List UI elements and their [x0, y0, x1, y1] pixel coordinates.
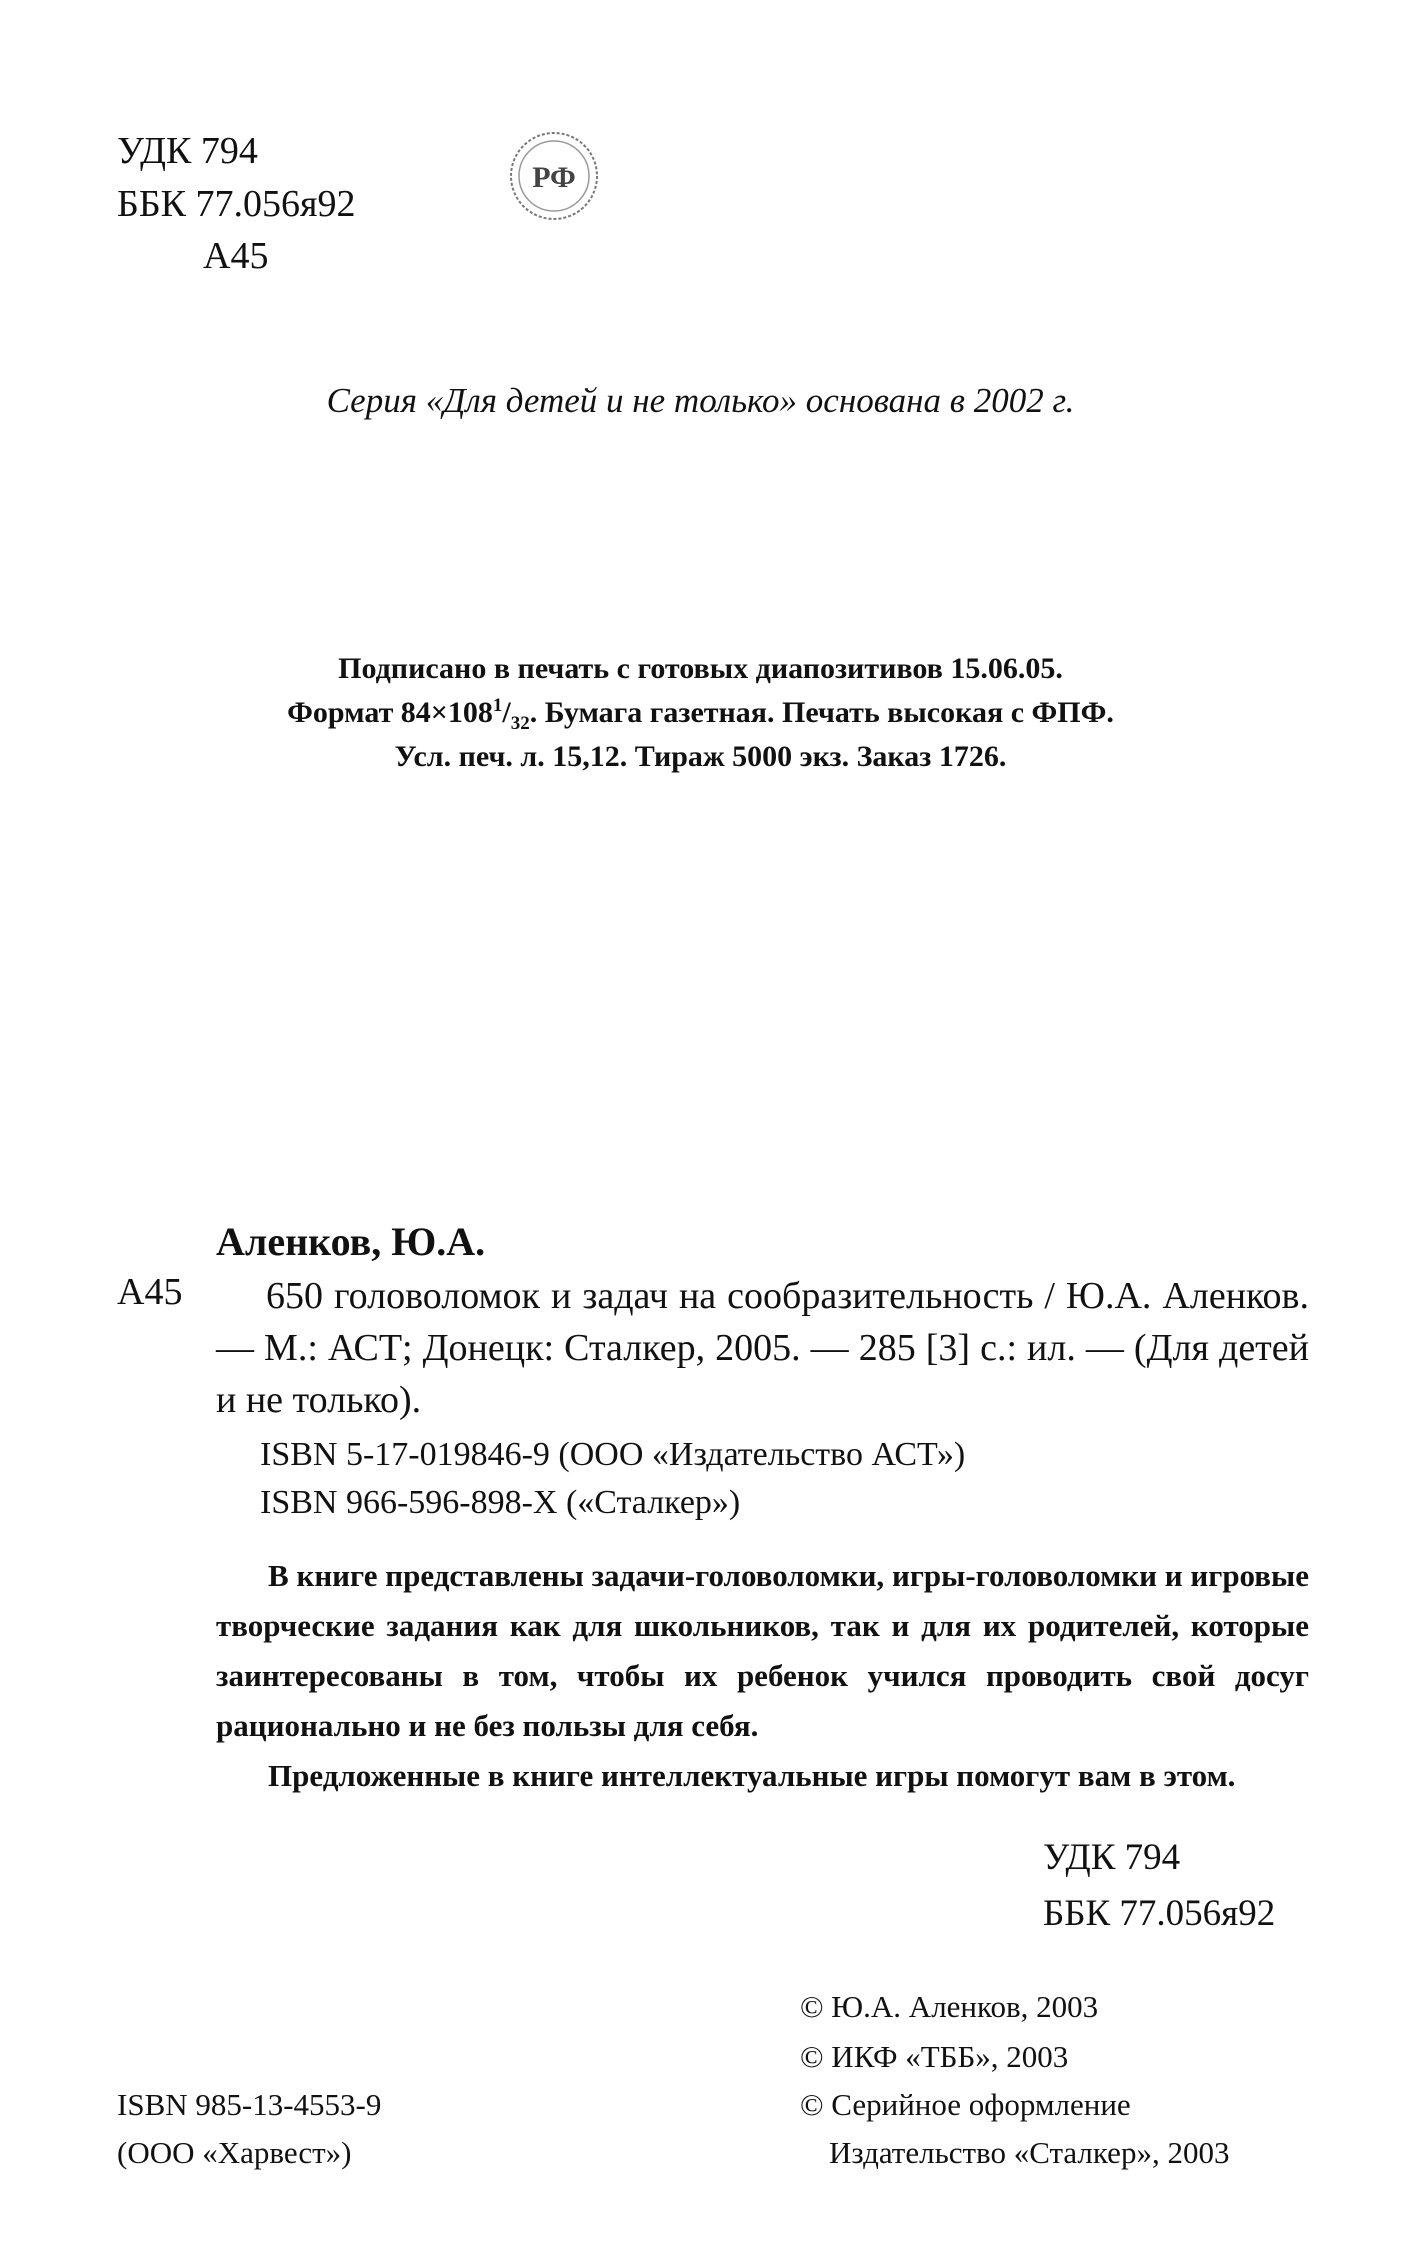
imprint-line-1: Подписано в печать с готовых диапозитивов 15.06.05.: [338, 652, 1063, 685]
imprint-line-3: Усл. печ. л. 15,12. Тираж 5000 экз. Заказ 1726.: [394, 740, 1007, 773]
imprint-format-sup: 1: [492, 695, 503, 716]
seal-text: РФ: [532, 161, 576, 194]
series-note: Серия «Для детей и не только» основана в 2002 г.: [326, 381, 1075, 420]
imprint-format: Формат 84×108: [287, 696, 493, 729]
imprint-format-sub: 32: [510, 713, 530, 734]
annotation: [216, 1551, 1309, 1801]
footer-udk: УДК 794: [1043, 1837, 1181, 1878]
record-author: Аленков, Ю.А.: [216, 1219, 486, 1264]
header-author-code: А45: [203, 235, 269, 277]
header-bbk: ББК 77.056я92: [117, 183, 356, 225]
record-code: А45: [117, 1271, 183, 1313]
imprint-format-slash: /: [502, 696, 511, 729]
annotation-paragraph-1: В книге представлены задачи-головоломки, игры-головоломки и игровые творческие задания как для школьников, так и для их родителей, которые заинтересованы в том, чтобы их ребенок учился проводить свой досуг рационально и не без пользы для себя.: [216, 1558, 1309, 1743]
record-isbn-stalker: ISBN 966-596-898-X («Сталкер»): [260, 1484, 741, 1521]
copyright-author: © Ю.А. Аленков, 2003: [800, 1989, 1099, 2024]
record-description: 650 головоломок и задач на сообразительность / Ю.А. Аленков. — М.: АСТ; Донецк: Сталкер, 2005. — 285 [3] с.: ил. — (Для детей и не только).: [216, 1275, 1309, 1421]
imprint-paper: . Бумага газетная. Печать высокая с ФПФ.: [529, 696, 1114, 729]
footer-isbn: ISBN 985-13-4553-9: [117, 2087, 382, 2122]
copyright-series-publisher: Издательство «Сталкер», 2003: [829, 2135, 1230, 2170]
annotation-paragraph-2: Предложенные в книге интеллектуальные игры помогут вам в этом.: [268, 1758, 1236, 1793]
copyright-series-design: © Серийное оформление: [800, 2087, 1131, 2122]
imprint-line-2: [0, 691, 1401, 735]
header-udk: УДК 794: [117, 130, 258, 172]
imprint-block: [0, 647, 1401, 779]
copyright-ikf: © ИКФ «ТББ», 2003: [800, 2039, 1069, 2074]
footer-isbn-owner: (ООО «Харвест»): [117, 2135, 352, 2170]
footer-bbk: ББК 77.056я92: [1043, 1893, 1276, 1934]
seal-stamp-icon: [508, 130, 600, 222]
record-isbn-ast: ISBN 5-17-019846-9 (ООО «Издательство АСТ»): [260, 1436, 966, 1473]
